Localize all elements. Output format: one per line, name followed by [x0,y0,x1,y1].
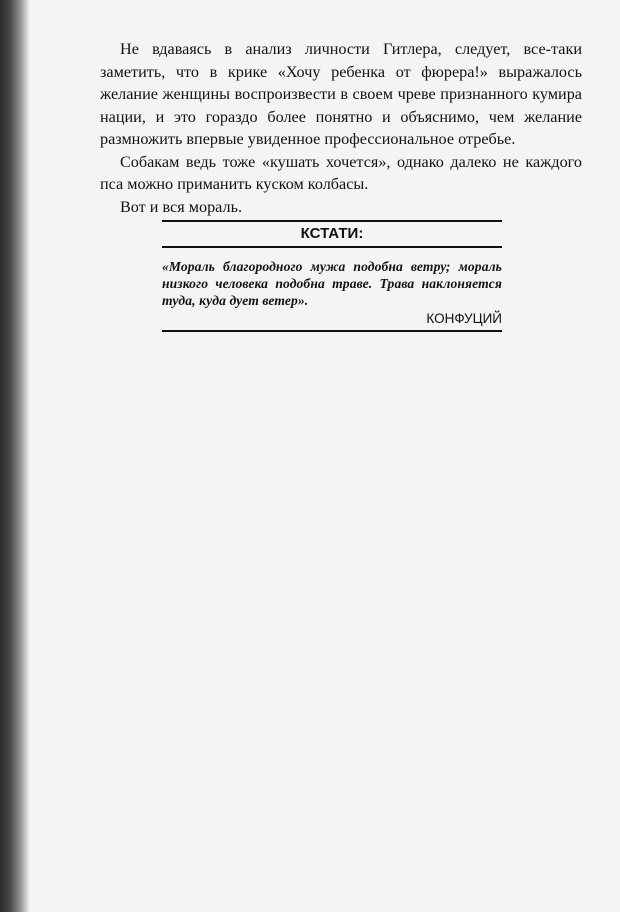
sidebar-title-rule [162,246,502,248]
sidebar-quote: «Мораль благородного мужа подобна ветру; мораль низкого человека подобна траве. Трава наклоняется туда, куда дует ветер». [162,259,502,308]
page-body [100,38,582,218]
sidebar-bottom-rule [162,330,502,332]
by-the-way-box [162,220,502,332]
body-paragraph-1: Не вдаваясь в анализ личности Гитлера, следует, все-таки заметить, что в крике «Хочу ребенка от фюрера!» выражалось желание женщины воспроизвести в своем чреве признанного кумира нации, и это гораздо более понятно и объяснимо, чем желание размножить впервые увиденное профессиональное отребье. [100,40,582,148]
body-paragraph-3: Вот и вся мораль. [120,197,242,216]
body-paragraph-2: Собакам ведь тоже «кушать хочется», однако далеко не каждого пса можно приманить куском колбасы. [100,152,582,193]
sidebar-title: КСТАТИ: [300,225,364,242]
page-binding-shadow [0,0,30,912]
sidebar-quote-author: КОНФУЦИЙ [426,311,502,326]
